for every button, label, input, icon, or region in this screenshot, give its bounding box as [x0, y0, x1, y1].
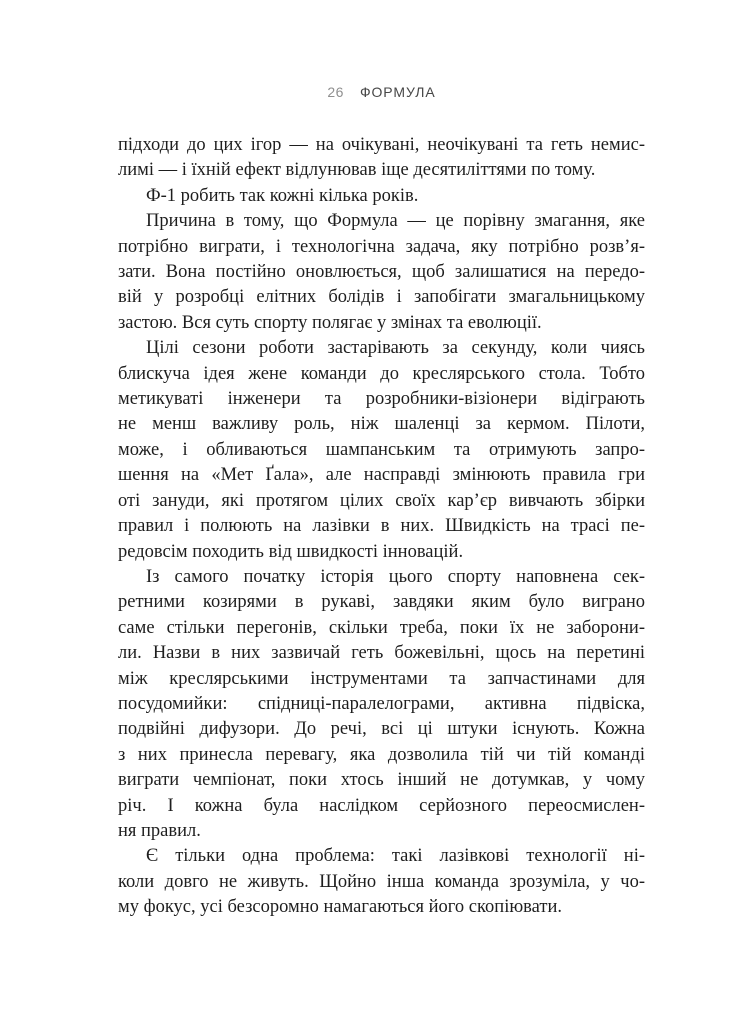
text-line: Цілі сезони роботи застарівають за секунду, коли чиясь: [146, 338, 645, 359]
text-line: вій у розробці елітних болідів і запобігати змагальницькому: [118, 287, 645, 308]
text-line: подвійні дифузори. До речі, всі ці штуки існують. Кожна: [118, 719, 645, 740]
text-line: коли довго не живуть. Щойно інша команда зрозуміла, у чо-: [118, 871, 645, 892]
text-line: ня правил.: [118, 820, 201, 841]
page-header: [118, 84, 645, 100]
text-line: виграти чемпіонат, поки хтось інший не дотумкав, у чому: [118, 770, 645, 791]
text-line: редовсім походить від швидкості інновацій.: [118, 541, 464, 562]
page-body: [118, 133, 645, 921]
text-line: ли. Назви в них зазвичай геть божевільні, щось на перетині: [118, 643, 645, 664]
text-line: потрібно виграти, і технологічна задача, яку потрібно розв’я-: [118, 236, 645, 257]
paragraph: [118, 336, 645, 565]
paragraph: [118, 565, 645, 844]
running-title: ФОРМУЛА: [359, 84, 436, 100]
text-line: посудомийки: спідниці-паралелограми, активна підвіска,: [118, 693, 645, 714]
paragraph: [118, 133, 645, 184]
text-line: Із самого початку історія цього спорту наповнена сек-: [146, 566, 645, 587]
text-line: лимі — і їхній ефект відлунював іще десятиліттями по тому.: [118, 160, 596, 181]
text-line: річ. І кожна була наслідком серйозного переосмислен-: [118, 795, 645, 816]
text-line: між креслярськими інструментами та запчастинами для: [118, 668, 645, 689]
paragraph: [118, 209, 645, 336]
text-line: застою. Вся суть спорту полягає у змінах та еволюції.: [118, 312, 542, 333]
text-line: ретними козирями в рукаві, завдяки яким було виграно: [118, 592, 645, 613]
text-line: може, і обливаються шампанським та отримують запро-: [118, 439, 645, 460]
text-line: правил і полюють на лазівки в них. Швидкість на трасі пе-: [118, 516, 645, 537]
text-line: Причина в тому, що Формула — це порівну змагання, яке: [146, 211, 645, 232]
text-line: зати. Вона постійно оновлюється, щоб залишатися на передо-: [118, 262, 645, 283]
text-line: метикуваті інженери та розробники-візіонери відіграють: [118, 389, 645, 410]
text-line: Є тільки одна проблема: такі лазівкові технології ні-: [146, 846, 645, 867]
text-line: шення на «Мет Ґала», але насправді змінюють правила гри: [118, 465, 645, 486]
text-line: з них принесла перевагу, яка дозволила тій чи тій команді: [118, 744, 645, 765]
text-line: саме стільки перегонів, скільки треба, поки їх не заборони-: [118, 617, 645, 638]
text-line: не менш важливу роль, ніж шаленці за кермом. Пілоти,: [118, 414, 645, 435]
page-number: 26: [327, 84, 344, 100]
paragraph: [118, 844, 645, 920]
text-line: оті зануди, які протягом цілих своїх кар’єр вивчають збірки: [118, 490, 645, 511]
text-line: підходи до цих ігор — на очікувані, неочікувані та геть немис-: [118, 135, 645, 155]
text-line: му фокус, усі безсоромно намагаються його скопіювати.: [118, 897, 562, 918]
text-line: Ф-1 робить так кожні кілька років.: [146, 185, 419, 206]
paragraph: [118, 184, 645, 209]
text-line: блискуча ідея жене команди до креслярського стола. Тобто: [118, 363, 645, 384]
